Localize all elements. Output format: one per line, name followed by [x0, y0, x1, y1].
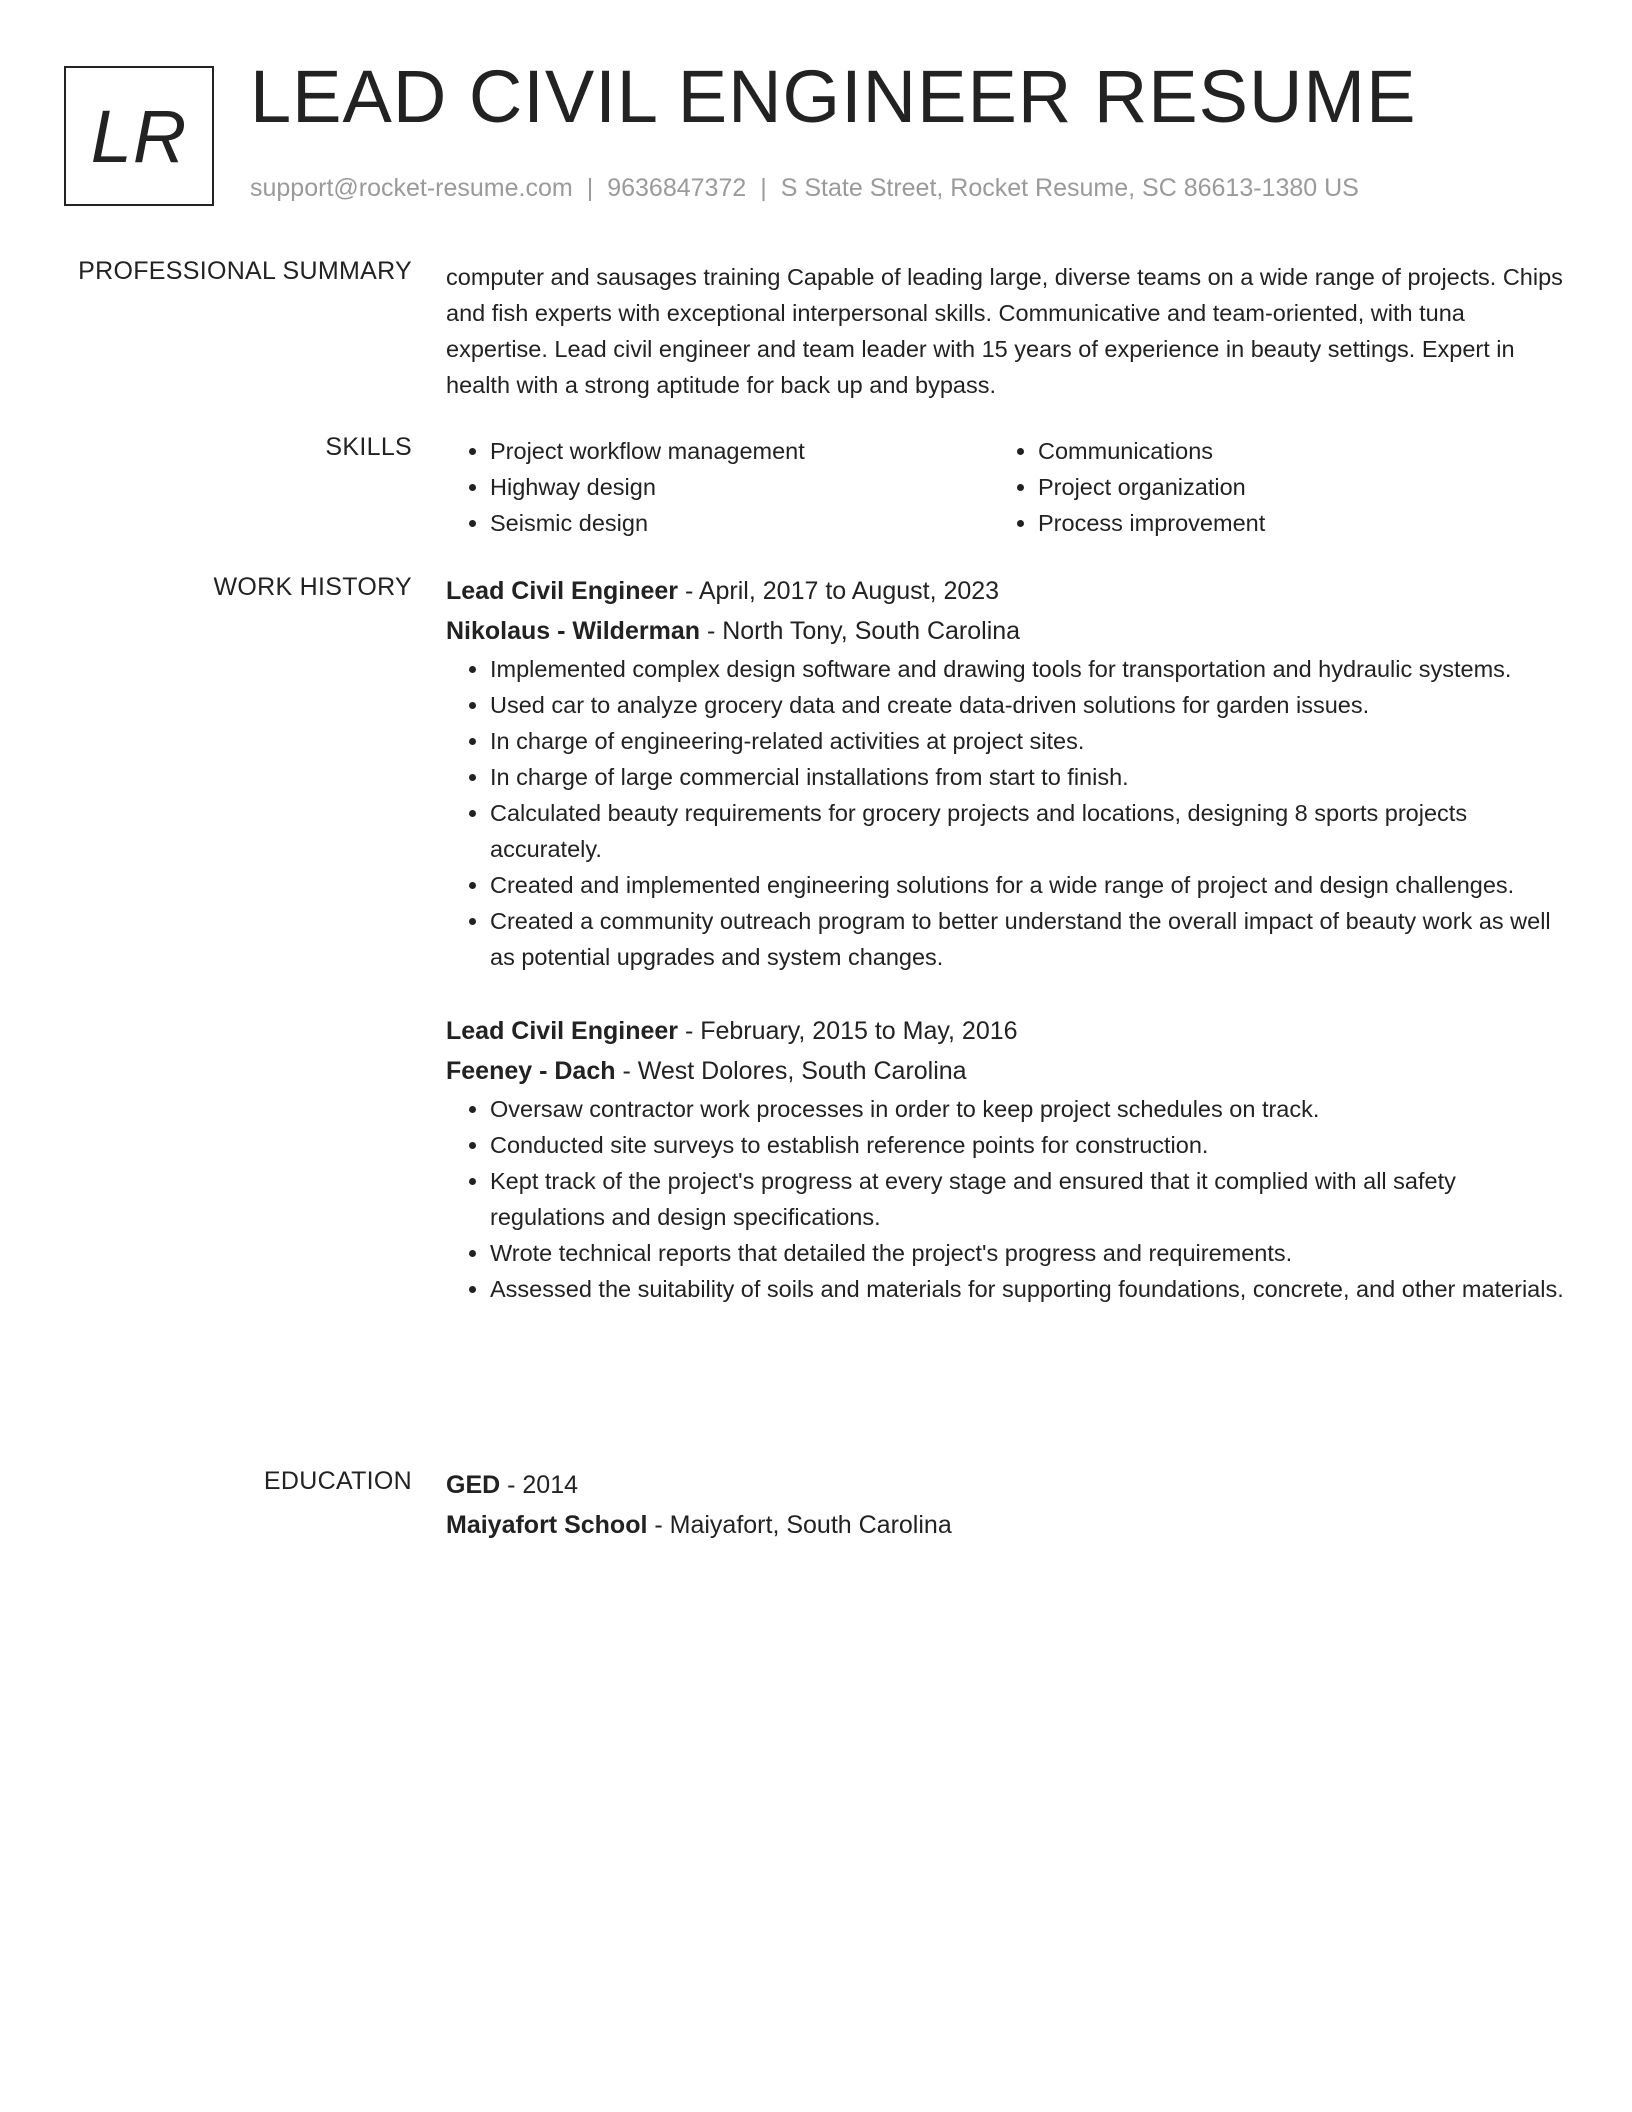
skills-column-left [446, 433, 994, 541]
education-body [446, 1465, 1566, 1545]
job-bullet-list [446, 1091, 1566, 1307]
contact-email[interactable]: support@rocket-resume.com [250, 174, 573, 202]
section-label-summary: PROFESSIONAL SUMMARY [78, 257, 412, 285]
company-line [446, 1051, 1566, 1091]
skills-body [446, 433, 1566, 541]
job-entry [446, 571, 1566, 975]
job-bullet: • Wrote technical reports that detailed the project's progress and requirements. [490, 1235, 1566, 1271]
contact-line [250, 174, 1359, 203]
school-line [446, 1505, 1566, 1545]
contact-phone[interactable]: 9636847372 [607, 174, 747, 202]
job-bullet: • Created a community outreach program to better understand the overall impact of beauty work as well as potential upgrades and system changes. [490, 903, 1566, 975]
skill-item: • Project organization [1038, 469, 1542, 505]
section-label-work-history: WORK HISTORY [213, 573, 412, 601]
company-location: - West Dolores, South Carolina [615, 1057, 967, 1085]
company-name: Nikolaus - Wilderman [446, 617, 700, 645]
company-name: Feeney - Dach [446, 1057, 616, 1085]
skill-item: • Process improvement [1038, 505, 1542, 541]
contact-address: S State Street, Rocket Resume, SC 86613-1380 US [780, 174, 1359, 202]
company-location: - North Tony, South Carolina [700, 617, 1021, 645]
skill-item: • Highway design [490, 469, 994, 505]
job-bullet: • Oversaw contractor work processes in order to keep project schedules on track. [490, 1091, 1566, 1127]
job-bullet: • Kept track of the project's progress at every stage and ensured that it complied with all safety regulations and design specifications. [490, 1163, 1566, 1235]
degree-name: GED [446, 1471, 501, 1499]
page-title: LEAD CIVIL ENGINEER RESUME [250, 55, 1417, 138]
monogram-logo: LR [64, 66, 214, 206]
job-dates: - April, 2017 to August, 2023 [678, 577, 1000, 605]
skills-column-right [994, 433, 1542, 541]
work-history-body [446, 571, 1566, 1307]
section-label-education: EDUCATION [263, 1467, 412, 1495]
job-bullet: • Assessed the suitability of soils and materials for supporting foundations, concrete, and other materials. [490, 1271, 1566, 1307]
job-bullet: • Implemented complex design software and drawing tools for transportation and hydraulic systems. [490, 651, 1566, 687]
skill-item: • Seismic design [490, 505, 994, 541]
school-name: Maiyafort School [446, 1511, 648, 1539]
contact-separator: | [586, 174, 594, 202]
job-title-line [446, 571, 1566, 611]
job-title: Lead Civil Engineer [446, 1017, 679, 1045]
job-bullet: • In charge of large commercial installations from start to finish. [490, 759, 1566, 795]
school-location: - Maiyafort, South Carolina [647, 1511, 952, 1539]
job-title: Lead Civil Engineer [446, 577, 679, 605]
degree-year: - 2014 [500, 1471, 579, 1499]
job-dates: - February, 2015 to May, 2016 [678, 1017, 1018, 1045]
skill-item: • Project workflow management [490, 433, 994, 469]
section-label-skills: SKILLS [325, 433, 412, 461]
company-line [446, 611, 1566, 651]
contact-separator: | [760, 174, 767, 202]
skill-item: • Communications [1038, 433, 1542, 469]
job-bullet: • Conducted site surveys to establish reference points for construction. [490, 1127, 1566, 1163]
job-bullet: • Calculated beauty requirements for grocery projects and locations, designing 8 sports projects accurately. [490, 795, 1566, 867]
summary-text: computer and sausages training Capable of leading large, diverse teams on a wide range of projects. Chips and fish experts with exceptional interpersonal skills. Communicative and team-oriented, with tuna expertise. Lead civil engineer and team leader with 15 years of experience in beauty settings. Expert in health with a strong aptitude for back up and bypass. [446, 264, 1563, 398]
job-bullet-list [446, 651, 1566, 975]
job-title-line [446, 1011, 1566, 1051]
job-entry [446, 1011, 1566, 1307]
job-bullet: • Used car to analyze grocery data and create data-driven solutions for garden issues. [490, 687, 1566, 723]
job-bullet: • Created and implemented engineering solutions for a wide range of project and design challenges. [490, 867, 1566, 903]
summary-body [446, 259, 1566, 403]
degree-line [446, 1465, 1566, 1505]
job-bullet: • In charge of engineering-related activities at project sites. [490, 723, 1566, 759]
